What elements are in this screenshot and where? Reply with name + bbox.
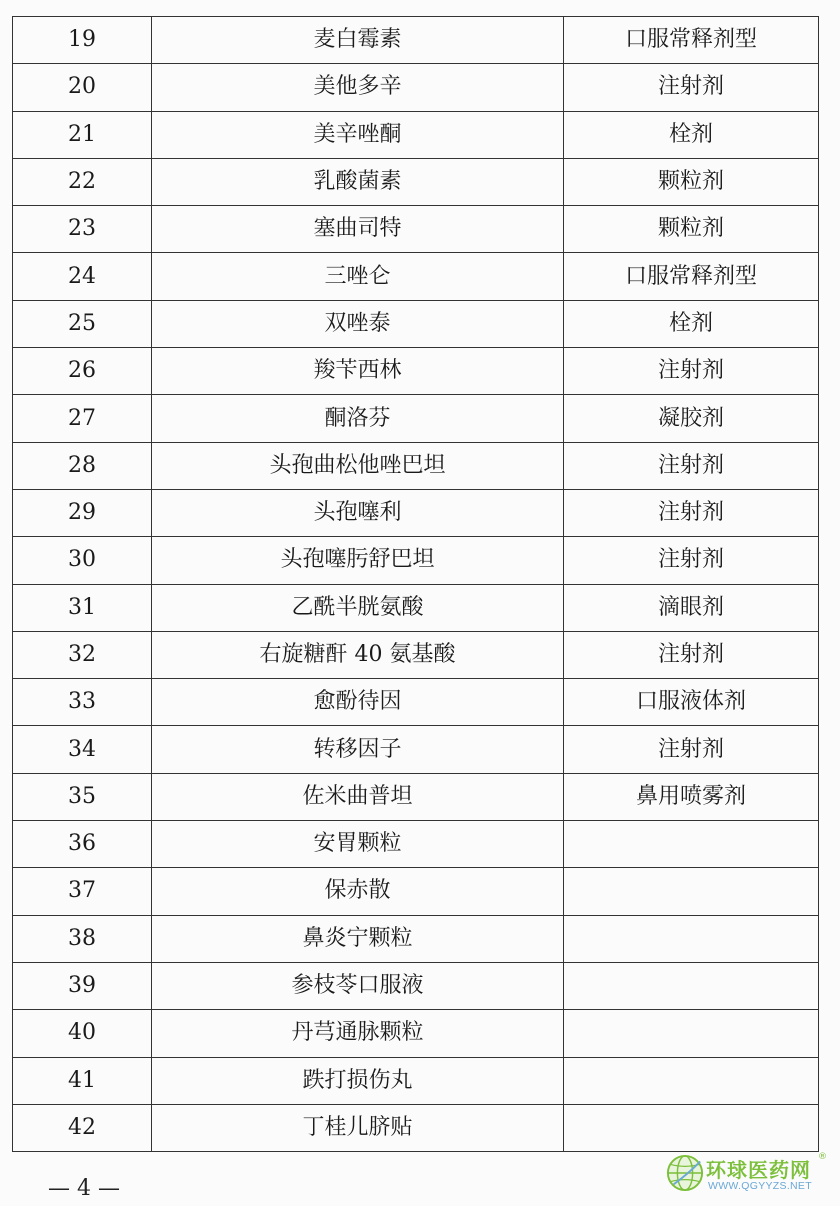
table-row [13, 679, 819, 726]
table-row [13, 111, 819, 158]
dosage-form [564, 1010, 819, 1057]
page-number: — 4 — [48, 1176, 120, 1201]
drug-name: 佐米曲普坦 [152, 773, 564, 820]
row-number: 42 [13, 1104, 152, 1151]
table-row [13, 1057, 819, 1104]
dosage-form: 注射剂 [564, 348, 819, 395]
drug-name: 鼻炎宁颗粒 [152, 915, 564, 962]
table-row [13, 584, 819, 631]
drug-name: 头孢噻利 [152, 489, 564, 536]
drug-name: 乳酸菌素 [152, 158, 564, 205]
dosage-form [564, 1104, 819, 1151]
drug-table [12, 16, 819, 1152]
row-number: 27 [13, 395, 152, 442]
table-row [13, 300, 819, 347]
drug-name: 丹芎通脉颗粒 [152, 1010, 564, 1057]
dosage-form: 口服常释剂型 [564, 253, 819, 300]
drug-name: 三唑仑 [152, 253, 564, 300]
row-number: 24 [13, 253, 152, 300]
drug-name: 跌打损伤丸 [152, 1057, 564, 1104]
dosage-form [564, 915, 819, 962]
drug-name: 酮洛芬 [152, 395, 564, 442]
table-row [13, 253, 819, 300]
row-number: 34 [13, 726, 152, 773]
row-number: 41 [13, 1057, 152, 1104]
drug-name: 愈酚待因 [152, 679, 564, 726]
dosage-form [564, 962, 819, 1009]
row-number: 31 [13, 584, 152, 631]
table-row [13, 395, 819, 442]
table-row [13, 489, 819, 536]
table-row [13, 631, 819, 678]
drug-name: 头孢曲松他唑巴坦 [152, 442, 564, 489]
drug-name: 丁桂儿脐贴 [152, 1104, 564, 1151]
row-number: 35 [13, 773, 152, 820]
row-number: 40 [13, 1010, 152, 1057]
table-row [13, 1104, 819, 1151]
drug-name: 美辛唑酮 [152, 111, 564, 158]
row-number: 37 [13, 868, 152, 915]
dosage-form: 颗粒剂 [564, 158, 819, 205]
drug-name: 参枝苓口服液 [152, 962, 564, 1009]
dosage-form: 口服液体剂 [564, 679, 819, 726]
dosage-form: 注射剂 [564, 537, 819, 584]
table-row [13, 17, 819, 64]
row-number: 28 [13, 442, 152, 489]
table-row [13, 348, 819, 395]
dosage-form: 栓剂 [564, 300, 819, 347]
row-number: 20 [13, 64, 152, 111]
dosage-form: 栓剂 [564, 111, 819, 158]
table-row [13, 206, 819, 253]
dosage-form: 鼻用喷雾剂 [564, 773, 819, 820]
table-row [13, 64, 819, 111]
drug-name: 双唑泰 [152, 300, 564, 347]
drug-name: 乙酰半胱氨酸 [152, 584, 564, 631]
drug-name: 转移因子 [152, 726, 564, 773]
drug-name: 麦白霉素 [152, 17, 564, 64]
table-row [13, 773, 819, 820]
watermark-url: WWW.QGYYZS.NET [708, 1180, 812, 1192]
drug-name: 右旋糖酐 40 氨基酸 [152, 631, 564, 678]
dosage-form: 注射剂 [564, 726, 819, 773]
table-row [13, 158, 819, 205]
table-body [13, 17, 819, 1152]
table-row [13, 537, 819, 584]
row-number: 21 [13, 111, 152, 158]
table-row [13, 962, 819, 1009]
drug-name: 保赤散 [152, 868, 564, 915]
dosage-form: 注射剂 [564, 631, 819, 678]
drug-name: 头孢噻肟舒巴坦 [152, 537, 564, 584]
row-number: 39 [13, 962, 152, 1009]
row-number: 36 [13, 821, 152, 868]
table-row [13, 726, 819, 773]
dosage-form [564, 821, 819, 868]
row-number: 22 [13, 158, 152, 205]
site-watermark [666, 1152, 826, 1196]
globe-logo-icon [666, 1154, 704, 1192]
row-number: 19 [13, 17, 152, 64]
row-number: 33 [13, 679, 152, 726]
row-number: 32 [13, 631, 152, 678]
dosage-form: 注射剂 [564, 64, 819, 111]
table-row [13, 442, 819, 489]
row-number: 29 [13, 489, 152, 536]
table-row [13, 915, 819, 962]
row-number: 30 [13, 537, 152, 584]
watermark-name: 环球医药网 [706, 1158, 811, 1182]
dosage-form: 滴眼剂 [564, 584, 819, 631]
row-number: 26 [13, 348, 152, 395]
drug-name: 美他多辛 [152, 64, 564, 111]
row-number: 25 [13, 300, 152, 347]
registered-mark: ® [818, 1152, 827, 1162]
drug-name: 羧苄西林 [152, 348, 564, 395]
row-number: 23 [13, 206, 152, 253]
table-row [13, 821, 819, 868]
dosage-form: 口服常释剂型 [564, 17, 819, 64]
table-row [13, 1010, 819, 1057]
dosage-form [564, 868, 819, 915]
table-row [13, 868, 819, 915]
drug-name: 塞曲司特 [152, 206, 564, 253]
dosage-form: 注射剂 [564, 489, 819, 536]
drug-name: 安胃颗粒 [152, 821, 564, 868]
dosage-form: 颗粒剂 [564, 206, 819, 253]
dosage-form: 凝胶剂 [564, 395, 819, 442]
row-number: 38 [13, 915, 152, 962]
dosage-form [564, 1057, 819, 1104]
dosage-form: 注射剂 [564, 442, 819, 489]
